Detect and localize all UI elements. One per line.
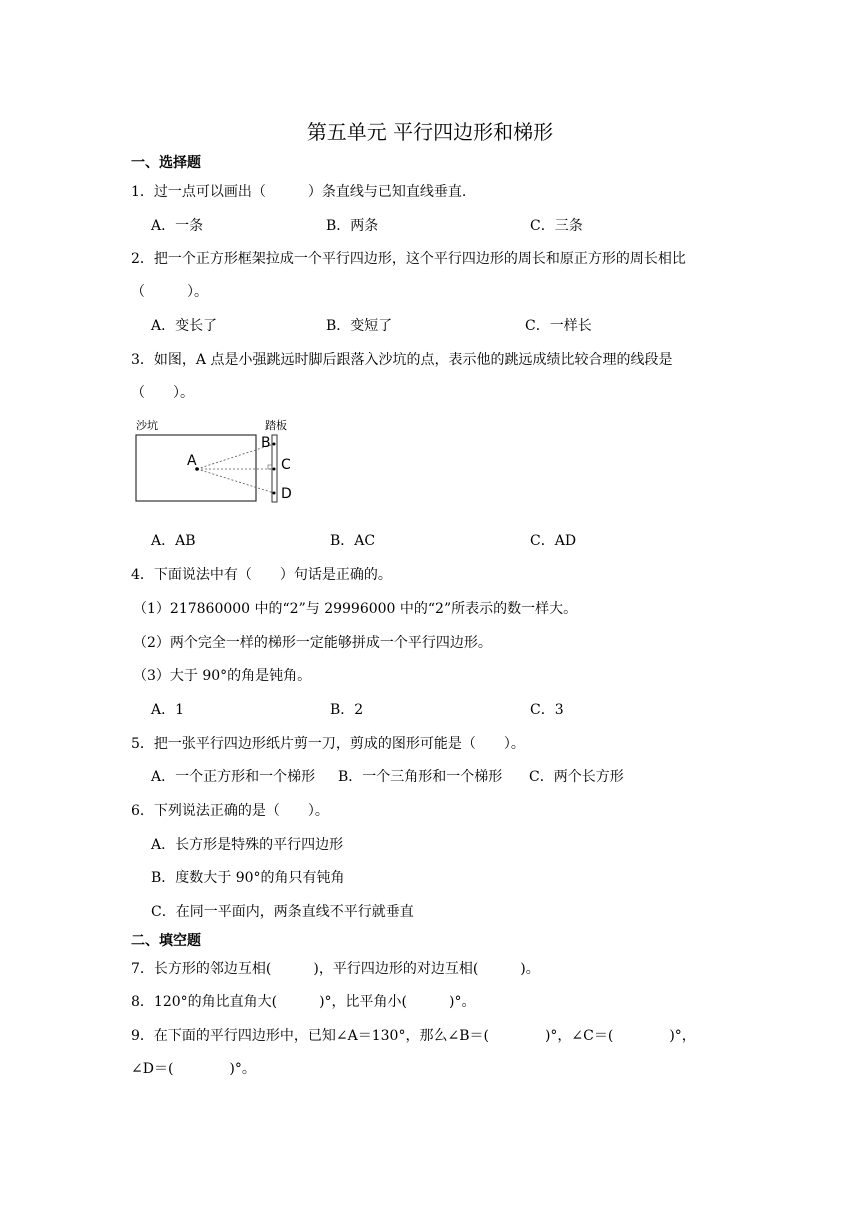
question-3: 3．如图，A 点是小强跳远时脚后跟落入沙坑的点，表示他的跳远成绩比较合理的线段是 — [131, 352, 673, 368]
long-jump-figure — [130, 414, 300, 509]
section-heading-choice: 一、选择题 — [131, 155, 201, 171]
option-a: A．1 — [151, 702, 185, 718]
option-b: B．一个三角形和一个梯形 — [338, 769, 503, 785]
label-c: C — [281, 457, 291, 473]
question-9: 9．在下面的平行四边形中，已知∠A＝130°，那么∠B＝( )°，∠C＝( )°， — [131, 1028, 696, 1044]
pit-label: 沙坑 — [136, 419, 158, 432]
point-d — [273, 492, 276, 495]
option-b: B．两条 — [326, 218, 379, 234]
statement-1: （1）217860000 中的“2”与 29996000 中的“2”所表示的数一样大。 — [133, 601, 578, 617]
option-b: B．2 — [330, 702, 364, 718]
question-5: 5．把一张平行四边形纸片剪一刀，剪成的图形可能是（ ）。 — [131, 736, 525, 752]
page-title: 第五单元 平行四边形和梯形 — [306, 120, 554, 144]
option-c: C．3 — [530, 702, 564, 718]
point-b — [273, 443, 276, 446]
option-b: B．度数大于 90°的角只有钝角 — [151, 870, 345, 886]
option-c: C．一样长 — [525, 318, 592, 334]
statement-2: （2）两个完全一样的梯形一定能够拼成一个平行四边形。 — [133, 635, 492, 651]
question-7: 7．长方形的邻边互相( )，平行四边形的对边互相( )。 — [131, 961, 540, 977]
statement-3: （3）大于 90°的角是钝角。 — [133, 668, 312, 684]
option-c: C．三条 — [530, 218, 583, 234]
option-a: A．一个正方形和一个梯形 — [151, 769, 316, 785]
label-d: D — [281, 486, 292, 502]
option-b: B．AC — [330, 533, 376, 549]
question-4: 4．下面说法中有（ ）句话是正确的。 — [131, 567, 392, 583]
option-c: C．两个长方形 — [529, 769, 624, 785]
option-a: A．长方形是特殊的平行四边形 — [151, 837, 344, 853]
question-1: 1．过一点可以画出（ ）条直线与已知直线垂直. — [131, 184, 467, 200]
label-a: A — [187, 453, 197, 469]
section-heading-fill: 二、填空题 — [131, 933, 201, 949]
option-a: A．一条 — [151, 218, 204, 234]
question-6: 6．下列说法正确的是（ ）。 — [131, 803, 329, 819]
option-b: B．变短了 — [326, 318, 393, 334]
question-2-continued: （ ）。 — [131, 284, 208, 300]
question-8: 8．120°的角比直角大( )°，比平角小( )°。 — [131, 994, 476, 1010]
point-c — [273, 468, 276, 471]
option-a: A．AB — [151, 533, 196, 549]
question-2: 2．把一个正方形框架拉成一个平行四边形，这个平行四边形的周长和原正方形的周长相比 — [131, 251, 686, 267]
segment-ad — [197, 469, 274, 493]
option-a: A．变长了 — [151, 318, 218, 334]
board-label: 踏板 — [265, 419, 287, 432]
question-3-continued: （ ）。 — [131, 385, 194, 401]
right-angle-mark — [268, 465, 272, 469]
option-c: C．在同一平面内，两条直线不平行就垂直 — [151, 904, 414, 920]
question-9-continued: ∠D＝( )°。 — [131, 1061, 256, 1077]
option-c: C．AD — [530, 533, 577, 549]
label-b: B — [261, 435, 271, 451]
